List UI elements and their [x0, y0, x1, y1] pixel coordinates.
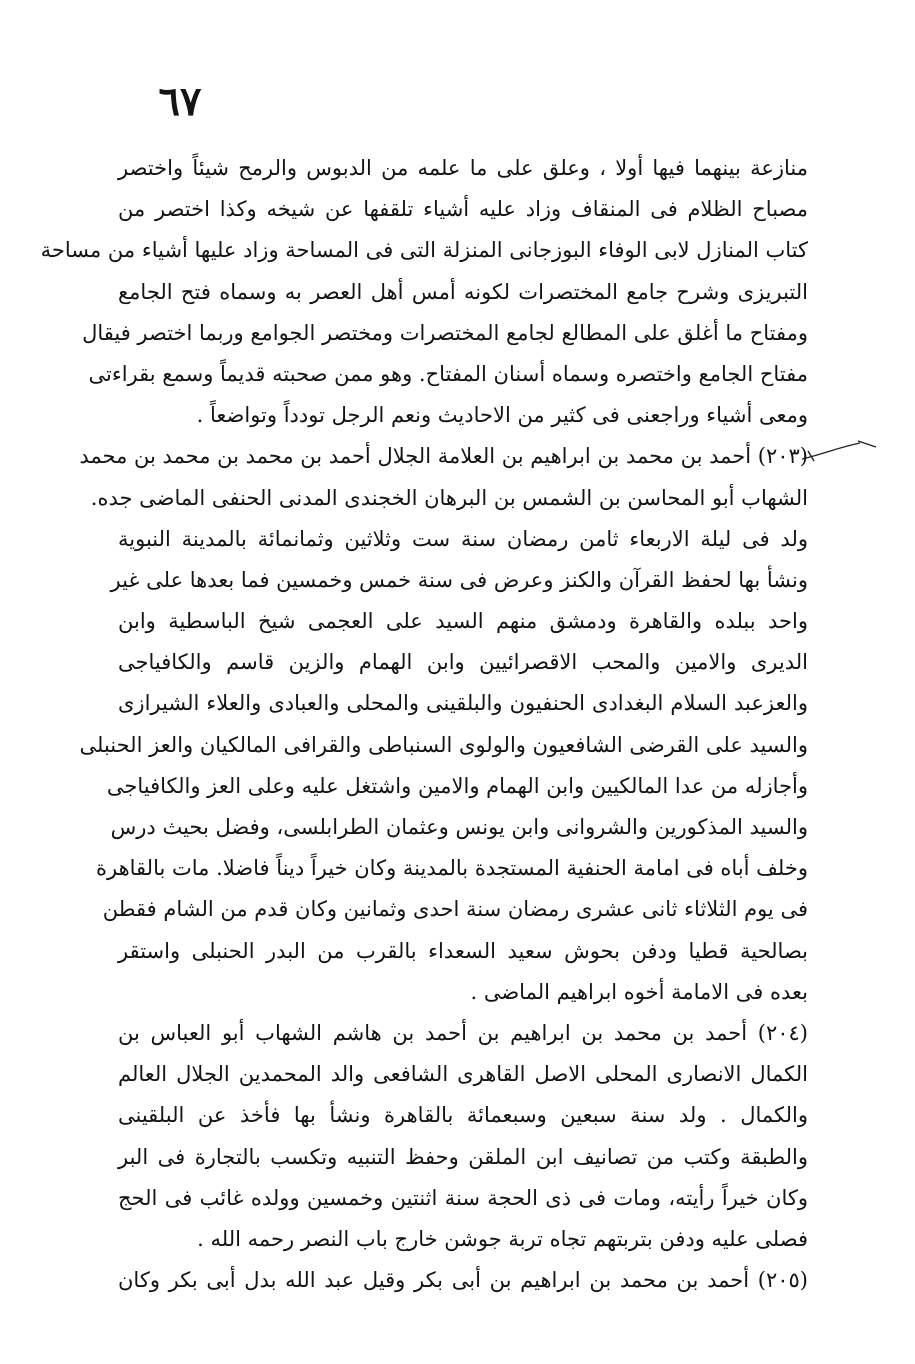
text-line: بعده فى الامامة أخوه ابراهيم الماضى .: [470, 979, 808, 1004]
text-line: والعزعبد السلام البغدادى الحنفيون والبلقينى والمحلى والعبادى والعلاء الشيرازى: [118, 691, 808, 716]
text-line: والطبقة وكتب من تصانيف ابن الملقن وحفظ التنبيه وتكسب بالتجارة فى البر: [118, 1144, 808, 1169]
text-line: منازعة بينهما فيها أولا ، وعلق على ما علمه من الدبوس والرمح شيئاً واختصر: [118, 156, 808, 180]
entry-heading-203: (٢٠٣) أحمد بن محمد بن ابراهيم بن العلامة الجلال أحمد بن محمد بن محمد بن محمد: [79, 444, 808, 469]
text-line: وخلف أباه فى امامة الحنفية المستجدة بالمدينة وكان خيراً ديناً فاضلا. مات بالقاهرة: [96, 856, 808, 881]
text-line: والكمال . ولد سنة سبعين وسبعمائة بالقاهرة ونشأ بها فأخذ عن البلقينى: [118, 1103, 808, 1128]
text-line: ومعى أشياء وراجعنى فى كثير من الاحاديث ونعم الرجل تودداً وتواضعاً .: [196, 403, 808, 428]
margin-annotation-mark: [800, 437, 880, 465]
text-line: فى يوم الثلاثاء ثانى عشرى رمضان سنة احدى وثمانين وكان قدم من الشام فقطن: [102, 897, 808, 922]
main-text: [40, 148, 808, 1301]
text-line: الكمال الانصارى المحلى الاصل القاهرى الشافعى والد المحمدين الجلال العالم: [118, 1062, 808, 1087]
text-line: وكان خيراً رأيته، ومات فى ذى الحجة سنة اثنتين وخمسين وولده غائب فى الحج: [118, 1185, 808, 1210]
text-line: فصلى عليه ودفن بتربتهم تجاه تربة جوشن خارج باب النصر رحمه الله .: [197, 1226, 808, 1251]
text-line: ونشأ بها لحفظ القرآن والكنز وعرض فى سنة خمس وخمسين فما بعدها على غير: [110, 567, 808, 592]
text-line: كتاب المنازل لابى الوفاء البوزجانى المنزلة التى فى المساحة وزاد عليها أشياء من مساحة: [40, 238, 808, 263]
text-line: والسيد المذكورين والشروانى وابن يونس وعثمان الطرابلسى، وفضل بحيث درس: [110, 815, 808, 839]
text-line: الشهاب أبو المحاسن بن الشمس بن البرهان الخجندى المدنى الحنفى الماضى جده.: [90, 485, 808, 510]
text-line: والسيد على القرضى الشافعيون والولوى السنباطى والقرافى المالكيان والعز الحنبلى: [79, 732, 808, 757]
text-line: ومفتاح ما أغلق على المطالع لجامع المختصرات ومختصر الجوامع وربما اختصر فيقال: [82, 320, 808, 345]
text-line: مصباح الظلام فى المنقاف وزاد عليه أشياء تلقفها عن شيخه وكذا اختصر من: [118, 197, 808, 222]
text-line: مفتاح الجامع واختصره وسماه أسنان المفتاح. وهو ممن صحبته قديماً وسمع بقراءتى: [88, 361, 808, 386]
entry-heading-205: (٢٠٥) أحمد بن محمد بن ابراهيم بن أبى بكر وقيل عبد الله بدل أبى بكر وكان: [118, 1268, 808, 1293]
text-line: التبريزى وشرح جامع المختصرات لكونه أمس أهل العصر به وسماه فتح الجامع: [118, 279, 808, 304]
text-line: ولد فى ليلة الاربعاء ثامن رمضان سنة ست وثلاثين وثمانمائة بالمدينة النبوية: [118, 526, 808, 551]
page-number: ٦٧: [158, 78, 202, 125]
text-line: بصالحية قطيا ودفن بحوش سعيد السعداء بالقرب من البدر الحنبلى واستقر: [118, 938, 808, 963]
entry-heading-204: (٢٠٤) أحمد بن محمد بن ابراهيم بن أحمد بن هاشم الشهاب أبو العباس بن: [118, 1020, 808, 1045]
text-line: الديرى والامين والمحب الاقصرائيين وابن الهمام والزين قاسم والكافياجى: [118, 650, 808, 675]
text-line: واحد ببلده والقاهرة ودمشق منهم السيد على العجمى شيخ الباسطية وابن: [118, 609, 808, 634]
text-line: وأجازله من عدا المالكيين وابن الهمام والامين واشتغل عليه وعلى العز والكافياجى: [106, 773, 808, 798]
